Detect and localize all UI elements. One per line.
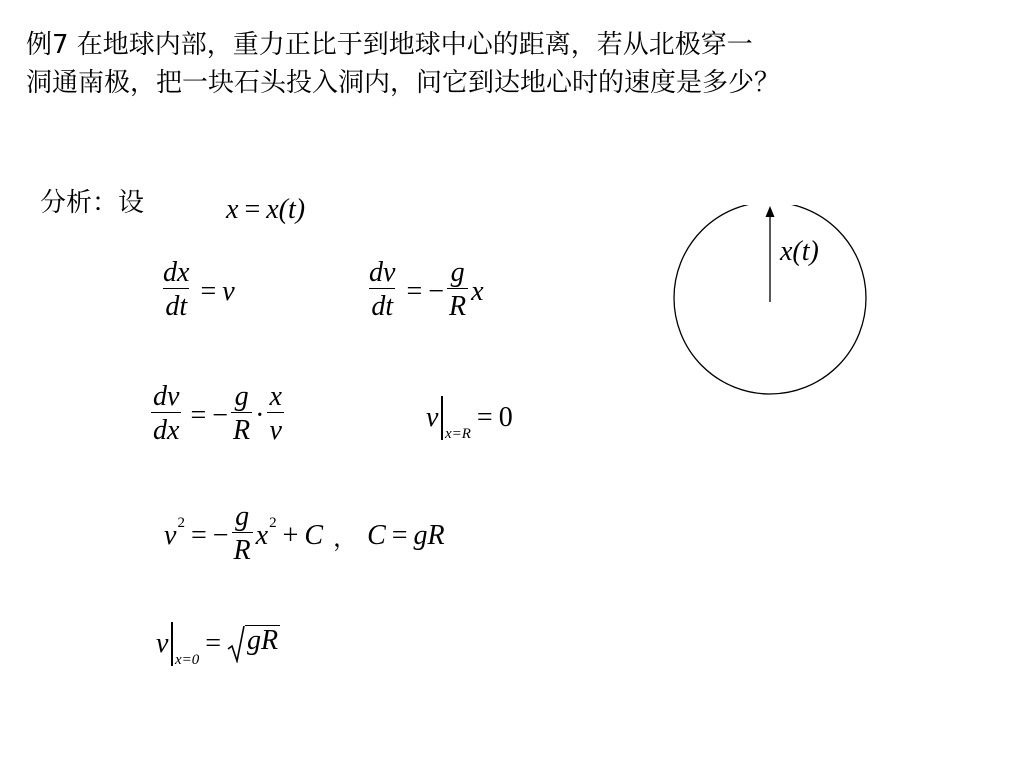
eq4-frac-b	[267, 382, 283, 449]
eq6-comma: ，	[333, 524, 358, 552]
eq4-a-num: g	[234, 381, 249, 412]
sqrt-symbol	[227, 625, 280, 663]
equation-chain-rule	[148, 382, 287, 449]
eq2-equals: =	[200, 275, 217, 307]
eq5-rhs: 0	[498, 402, 513, 433]
equation-boundary-condition	[426, 396, 513, 440]
diagram-label: x(t)	[780, 236, 819, 267]
eq6-lhs-exp: 2	[177, 515, 185, 531]
eq3-coef	[447, 258, 468, 325]
equation-result	[156, 622, 280, 666]
eq6-var-exp: 2	[269, 515, 277, 531]
eq3-numerator: dv	[369, 257, 396, 288]
eq3-rhs-var: x	[471, 275, 484, 307]
eq3-coef-num: g	[450, 257, 465, 288]
radical-sign-icon	[227, 625, 245, 663]
eq4-b-num: x	[269, 381, 282, 412]
eq4-minus: −	[212, 399, 229, 431]
equation-velocity-definition	[158, 258, 235, 325]
eq5-lhs: v	[426, 402, 439, 433]
eq5-condition: x=R	[444, 425, 471, 442]
eq4-fraction	[151, 382, 181, 449]
eq2-numerator: dx	[163, 257, 190, 288]
eq1-rhs: x(t)	[266, 194, 306, 225]
eq7-eval-bar	[171, 622, 173, 666]
eq1-lhs: x	[226, 194, 239, 225]
equation-acceleration	[364, 258, 484, 325]
earth-diagram	[670, 205, 870, 395]
arrow-head-icon	[766, 206, 775, 217]
eq3-equals: =	[406, 275, 423, 307]
eq6-equals-2: =	[391, 519, 408, 551]
eq4-numerator: dv	[153, 381, 180, 412]
problem-statement	[26, 26, 1006, 102]
eq5-eval-bar	[441, 396, 443, 440]
eq2-denominator: dt	[163, 288, 189, 325]
eq6-coef	[232, 502, 253, 569]
eq3-minus: −	[428, 275, 445, 307]
eq4-frac-a	[231, 382, 252, 449]
eq7-radicand: gR	[245, 625, 280, 663]
eq6-const2: C	[367, 519, 386, 551]
eq6-lhs: v	[164, 519, 177, 551]
eq2-rhs: v	[222, 275, 235, 307]
eq6-const2-rhs: gR	[413, 519, 445, 551]
eq1-equals: =	[244, 194, 261, 225]
eq5-equals: =	[476, 402, 493, 433]
eq3-coef-den: R	[447, 288, 468, 325]
eq4-equals: =	[190, 399, 207, 431]
eq3-fraction	[367, 258, 397, 325]
eq6-const: C	[304, 519, 324, 551]
equation-integrated	[164, 502, 445, 569]
eq7-lhs: v	[156, 628, 169, 659]
problem-line-2: 洞通南极，把一块石头投入洞内，问它到达地心时的速度是多少？	[26, 68, 781, 98]
analysis-label: 分析：设	[40, 188, 145, 218]
eq6-coef-den: R	[232, 532, 253, 569]
equation-position	[226, 194, 305, 226]
eq4-a-den: R	[231, 412, 252, 449]
eq2-fraction	[161, 258, 191, 325]
eq4-denominator: dx	[151, 412, 181, 449]
eq7-condition: x=0	[174, 651, 200, 668]
eq6-coef-num: g	[235, 501, 250, 532]
problem-line-1: 例7 在地球内部，重力正比于到地球中心的距离，若从北极穿一	[26, 30, 753, 60]
eq3-denominator: dt	[369, 288, 395, 325]
eq4-b-den: v	[267, 412, 283, 449]
eq6-plus: +	[282, 519, 299, 551]
eq6-equals: =	[190, 519, 207, 551]
eq7-equals: =	[205, 628, 222, 659]
eq6-var: x	[255, 519, 269, 551]
eq4-cdot: ·	[255, 399, 265, 431]
eq6-minus: −	[212, 519, 229, 551]
